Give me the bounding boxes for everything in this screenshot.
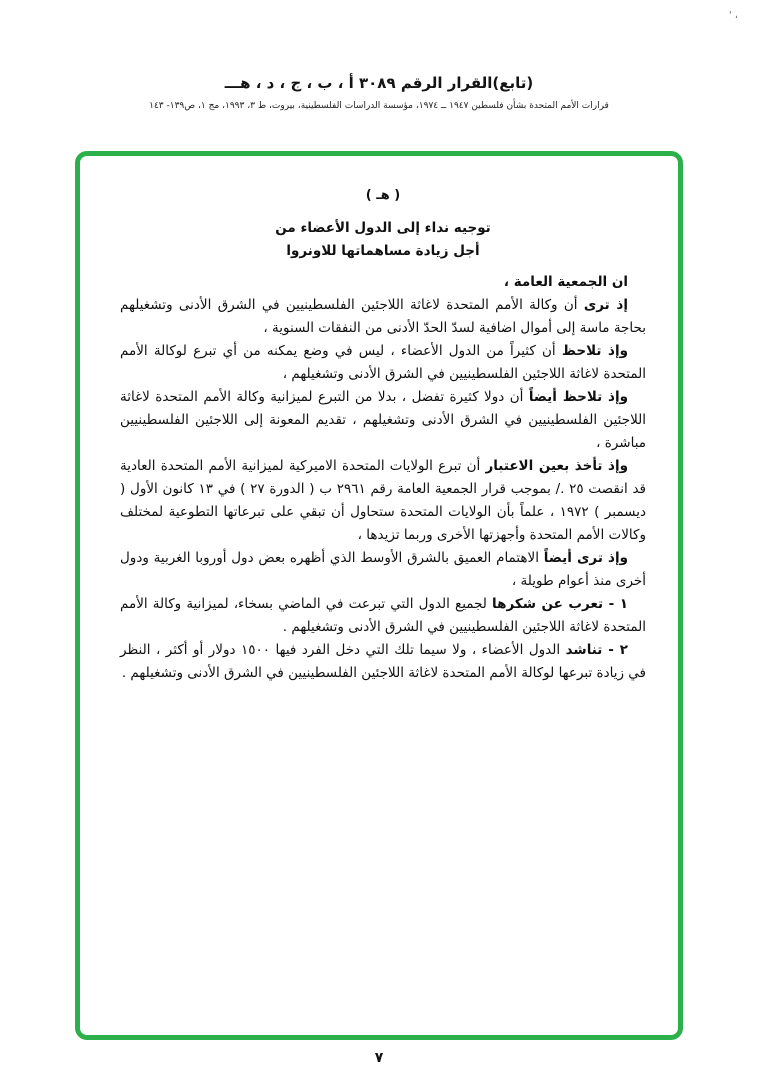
paragraph-lead: وإذ تلاحظ — [561, 343, 628, 359]
paragraph-text: أن دولا كثيرة تفضل ، بدلا من التبرع لميزانية وكالة الأمم المتحدة لاغاثة اللاجئين الفلسطينيين في الشرق الأدنى وتشغيلهم ، تقديم المعونة إلى اللاجئين الفلسطينيين مباشرة ، — [120, 389, 646, 451]
paragraph-lead: ٢ - تناشد — [565, 642, 628, 658]
paragraph-text: الدول الأعضاء ، ولا سيما تلك التي دخل الفرد فيها ١٥٠٠ دولار أو أكثر ، النظر في زيادة تبرعها لوكالة الأمم المتحدة لاغاثة اللاجئين الفلسطينيين في الشرق الأدنى وتشغيلهم . — [120, 642, 646, 681]
paragraph-lead: ١ - تعرب عن شكرها — [492, 596, 628, 612]
page-header — [0, 74, 758, 111]
page-number: ٧ — [374, 1050, 384, 1066]
paragraph-text: أن وكالة الأمم المتحدة لاغاثة اللاجئين الفلسطينيين في الشرق الأدنى وتشغيلهم بحاجة ماسة إلى أموال اضافية لسدّ الحدّ الأدنى من النفقات السنوية ، — [120, 297, 646, 336]
paragraph — [120, 386, 646, 455]
opening-clause: ان الجمعية العامة ، — [503, 274, 628, 290]
paragraph-text: أن تبرع الولايات المتحدة الاميركية لميزانية الأمم المتحدة العادية قد انقصت ٢٥ ./ بموجب قرار الجمعية العامة رقم ٢٩٦١ ب ( الدورة ٢٧ ) في ١٣ كانون الأول ( ديسمبر ) ١٩٧٢ ، علماً بأن الولايات المتحدة ستحاول أن تبقي على تبرعاتها التطوعية لمختلف وكالات الأمم المتحدة وأجهزتها الأخرى وربما تزيدها ، — [120, 458, 646, 543]
paragraph — [120, 593, 646, 639]
paragraph-text: لجميع الدول التي تبرعت في الماضي بسخاء، لميزانية وكالة الأمم المتحدة لاغاثة اللاجئين الفلسطينيين في الشرق الأدنى وتشغيلهم . — [120, 596, 646, 635]
document-title-line1: توجيه نداء إلى الدول الأعضاء من — [275, 220, 491, 236]
paragraph-lead: وإذ تلاحظ أيضاً — [528, 389, 629, 405]
paragraph — [120, 639, 646, 685]
paragraph — [120, 294, 646, 340]
paragraph-lead: إذ ترى — [583, 297, 628, 313]
document-title-line2: أجل زيادة مساهماتها للاونروا — [286, 243, 480, 259]
paragraph-lead: وإذ تأخذ بعين الاعتبار — [485, 458, 629, 474]
green-highlight-box — [75, 151, 683, 1040]
paragraph — [120, 340, 646, 386]
document-body — [120, 184, 646, 685]
section-letter: ( هـ ) — [365, 188, 401, 203]
paragraph — [120, 547, 646, 593]
paragraph-text: الاهتمام العميق بالشرق الأوسط الذي أظهره بعض دول أوروبا الغربية ودول أخرى منذ أعوام طويلة ، — [120, 550, 646, 589]
paragraph-lead: وإذ ترى أيضاً — [543, 550, 629, 566]
corner-mark: ، ' — [728, 10, 738, 21]
paragraph — [120, 455, 646, 547]
paragraph-text: أن كثيراً من الدول الأعضاء ، ليس في وضع يمكنه من أي تبرع لوكالة الأمم المتحدة لاغاثة اللاجئين الفلسطينيين في الشرق الأدنى وتشغيلهم ، — [120, 343, 646, 382]
resolution-title: (تابع)القرار الرقم ٣٠٨٩ أ ، ب ، ج ، د ، هـــ — [224, 74, 534, 92]
source-citation: قرارات الأمم المتحدة بشأن فلسطين ١٩٤٧ ــ ١٩٧٤، مؤسسة الدراسات الفلسطينية، بيروت، ط ٣، ١٩٩٣، مج ١، ص١٣٩- ١٤٣ — [149, 101, 609, 111]
